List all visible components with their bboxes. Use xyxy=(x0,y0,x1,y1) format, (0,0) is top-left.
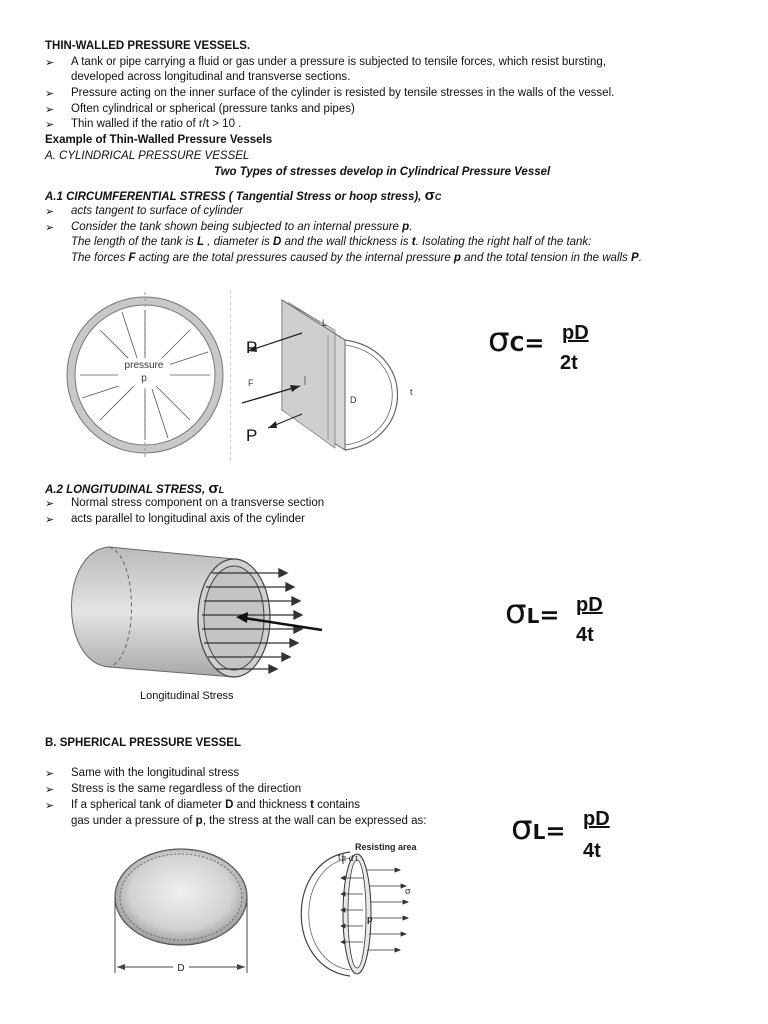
sigma-label: σ xyxy=(405,886,411,896)
a1-line-3: The forces F acting are the total pressures caused by the internal pressure p and the total tension in the walls P. xyxy=(71,252,642,264)
longitudinal-cylinder-figure xyxy=(64,545,324,685)
spherical-tank-figure xyxy=(105,845,265,980)
D-dimension-label: D xyxy=(177,963,185,974)
spherical-formula-denominator: 4t xyxy=(583,840,601,862)
two-types-heading: Two Types of stresses develop in Cylindrical Pressure Vessel xyxy=(214,166,551,178)
bullet-icon: ➢ xyxy=(45,206,55,218)
t-label: t xyxy=(410,387,413,397)
intro-bullet-4: Thin walled if the ratio of r/t > 10 . xyxy=(71,118,242,130)
b-bullet-2: Stress is the same regardless of the direction xyxy=(71,783,302,795)
half-cylinder-figure xyxy=(230,290,420,460)
bullet-icon: ➢ xyxy=(45,57,55,69)
bullet-icon: ➢ xyxy=(45,800,55,812)
bullet-icon: ➢ xyxy=(45,222,55,234)
hoop-stress-formula: σC= xyxy=(488,320,545,360)
bullet-icon: ➢ xyxy=(45,119,55,131)
hoop-ring-figure xyxy=(60,290,230,460)
intro-bullet-3: Often cylindrical or spherical (pressure tanks and pipes) xyxy=(71,103,355,115)
longitudinal-stress-caption: Longitudinal Stress xyxy=(140,690,234,702)
L-label: L xyxy=(322,318,328,328)
bullet-icon: ➢ xyxy=(45,104,55,116)
a2-bullet-1: Normal stress component on a transverse section xyxy=(71,497,325,509)
longitudinal-formula-numerator: pD xyxy=(576,594,603,616)
b-bullet-1: Same with the longitudinal stress xyxy=(71,767,240,779)
spherical-stress-formula: σL= xyxy=(511,808,566,848)
resisting-area-label: Resisting area xyxy=(355,842,417,852)
b-bullet-3-cont: gas under a pressure of p, the stress at the wall can be expressed as: xyxy=(71,815,427,827)
hoop-formula-numerator: pD xyxy=(562,322,589,344)
pi-d-t-label: π d t xyxy=(341,854,358,863)
document-title: THIN-WALLED PRESSURE VESSELS. xyxy=(45,40,251,52)
bullet-icon: ➢ xyxy=(45,498,55,510)
section-a-heading: A. CYLINDRICAL PRESSURE VESSEL xyxy=(45,150,250,162)
P-bottom-label: P xyxy=(246,426,258,445)
hoop-formula-denominator: 2t xyxy=(560,352,578,374)
bullet-icon: ➢ xyxy=(45,88,55,100)
bullet-icon: ➢ xyxy=(45,768,55,780)
F-label: F xyxy=(248,378,254,388)
pressure-label: pressure xyxy=(124,360,164,371)
longitudinal-formula-denominator: 4t xyxy=(576,624,594,646)
a2-heading: A.2 LONGITUDINAL STRESS, σL xyxy=(45,480,225,497)
spherical-formula-numerator: pD xyxy=(583,808,610,830)
hemisphere-figure xyxy=(295,840,445,980)
D-label: D xyxy=(350,395,357,405)
intro-bullet-2: Pressure acting on the inner surface of the cylinder is resisted by tensile stresses in the walls of the vessel. xyxy=(71,87,615,99)
pressure-p-label: p xyxy=(367,914,373,924)
P-top-label: P xyxy=(246,338,258,357)
a1-bullet-2: Consider the tank shown being subjected to an internal pressure p. xyxy=(71,221,413,233)
longitudinal-stress-formula: σL= xyxy=(505,592,560,632)
thickness-t-label: t xyxy=(338,852,341,862)
a2-bullet-2: acts parallel to longitudinal axis of the cylinder xyxy=(71,513,305,525)
bullet-icon: ➢ xyxy=(45,514,55,526)
section-b-heading: B. SPHERICAL PRESSURE VESSEL xyxy=(45,737,241,749)
b-bullet-3: If a spherical tank of diameter D and thickness t contains xyxy=(71,799,360,811)
a1-bullet-1: acts tangent to surface of cylinder xyxy=(71,205,243,217)
a1-heading: A.1 CIRCUMFERENTIAL STRESS ( Tangential Stress or hoop stress), σC xyxy=(45,187,442,204)
p-label: p xyxy=(141,373,147,384)
example-heading: Example of Thin-Walled Pressure Vessels xyxy=(45,134,273,146)
intro-bullet-1: A tank or pipe carrying a fluid or gas under a pressure is subjected to tensile forces, which resist bursting, xyxy=(71,56,607,68)
a1-line-2: The length of the tank is L , diameter is D and the wall thickness is t. Isolating the right half of the tank: xyxy=(71,236,592,248)
intro-bullet-1-cont: developed across longitudinal and transverse sections. xyxy=(71,71,351,83)
bullet-icon: ➢ xyxy=(45,784,55,796)
